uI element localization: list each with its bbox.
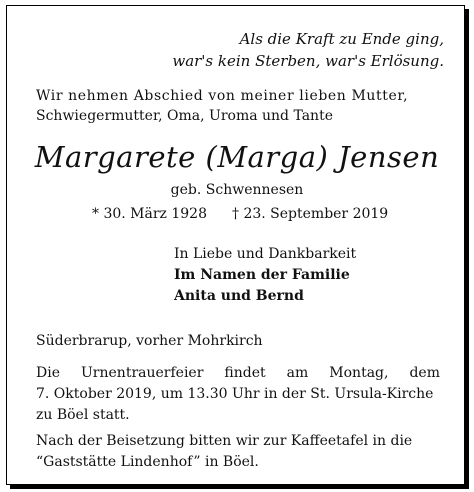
intro-line-1: Wir nehmen Abschied von meiner lieben Mutter, — [36, 88, 409, 104]
motto-line-1: Als die Kraft zu Ende ging, — [239, 30, 444, 48]
mourners-names: Anita und Bernd — [174, 288, 304, 304]
card-shadow-bottom — [10, 485, 469, 489]
reception-line-1: Nach der Beisetzung bitten wir zur Kaffeetafel in die — [36, 433, 413, 449]
service-line-2: 7. Oktober 2019, um 13.30 Uhr in der St. Ursula-Kirche — [36, 386, 434, 402]
location: Süderbrarup, vorher Mohrkirch — [36, 333, 263, 349]
birth-date: * 30. März 1928 — [92, 206, 207, 222]
deceased-name: Margarete (Marga) Jensen — [34, 140, 440, 174]
service-line-3: zu Böel statt. — [36, 407, 130, 423]
motto-line-2: war's kein Sterben, war's Erlösung. — [172, 52, 444, 70]
mourners-family: Im Namen der Familie — [174, 267, 350, 283]
death-date: † 23. September 2019 — [232, 206, 389, 222]
mourners-greeting: In Liebe und Dankbarkeit — [174, 246, 357, 262]
card-shadow-right — [465, 9, 469, 489]
service-line-1: Die Urnentrauerfeier findet am Montag, dem — [36, 365, 440, 381]
reception-line-2: “Gaststätte Lindenhof” in Böel. — [36, 454, 259, 470]
intro-line-2: Schwiegermutter, Oma, Uroma und Tante — [36, 108, 333, 124]
birth-name: geb. Schwennesen — [170, 182, 304, 198]
